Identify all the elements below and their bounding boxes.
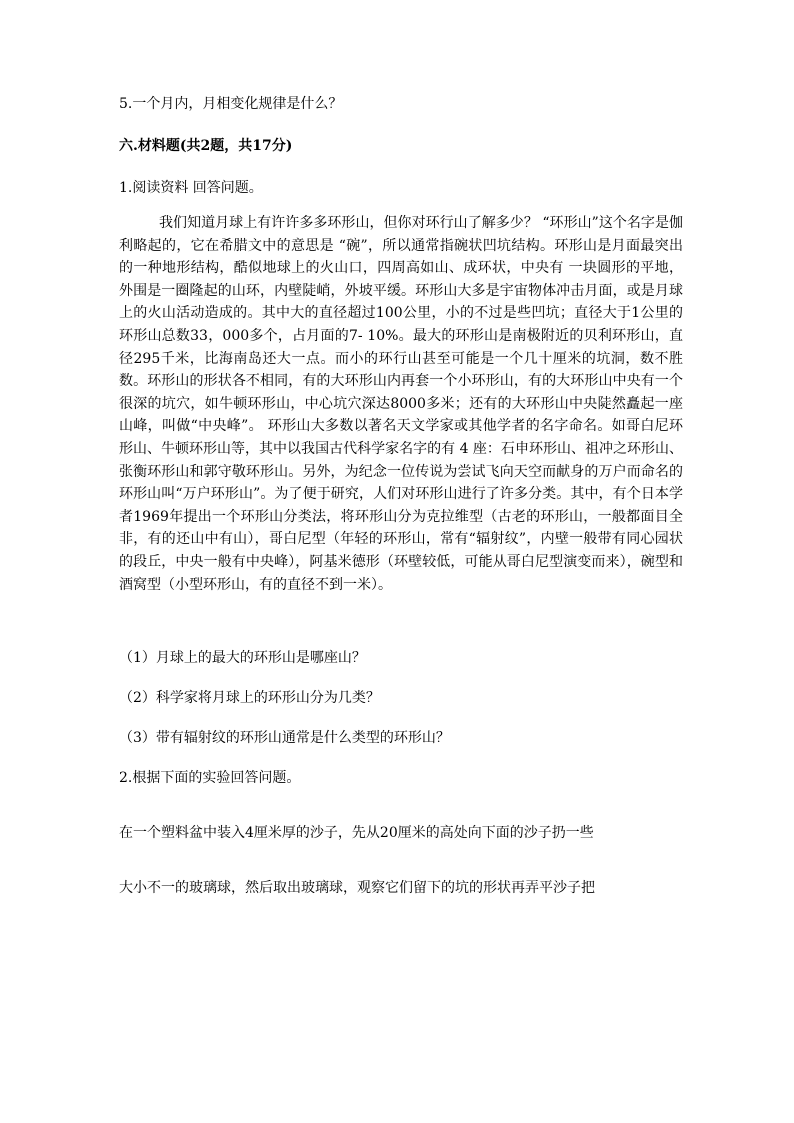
question-5: 5.一个月内，月相变化规律是什么？ xyxy=(119,96,343,112)
sub-question-2: （2）科学家将月球上的环形山分为几类？ xyxy=(119,690,380,706)
sub-question-1: （1）月球上的最大的环形山是哪座山？ xyxy=(119,650,366,666)
item-1-passage: 我们知道月球上有许许多多环形山，但你对环行山了解多少？ “环形山”这个名字是伽利略起的，它在希腊文中的意思是 “碗”，所以通常指碗状凹坑结构。环形山是月面最突出的一种地形结构，酷似地球上的火山口，四周高如山、成环状，中央有 一块圆形的平地，外围是一圈隆起的山环，内壁陡峭，外坡平缓。环形山大多是宇宙物体冲击月面，或是月球上的火山活动造成的。其中大的直径超过100公里，小的不过是些凹坑；直径大于1公里的环形山总数33，000多个，占月面的7- 10%。最大的环形山是南极附近的贝利环形山，直径295千米，比海南岛还大一点。而小的环行山甚至可能是一个几十厘米的坑洞，数不胜数。环形山的形状各不相同，有的大环形山内再套一个小环形山，有的大环形山中央有一个很深的坑穴，如牛顿环形山，中心坑穴深达8000多米；还有的大环形山中央陡然矗起一座山峰，叫做“中央峰”。 环形山大多数以著名天文学家或其他学者的名字命名。如哥白尼环形山、牛顿环形山等，其中以我国古代科学家名字的有 4 座：石申环形山、祖冲之环形山、张衡环形山和郭守敬环形山。另外，为纪念一位传说为尝试飞向天空而献身的万户而命名的环形山叫“万户环形山”。为了便于研究，人们对环形山进行了许多分类。其中，有个日本学者1969年提出一个环形山分类法，将环形山分为克拉维型（古老的环形山，一般都面目全非，有的还山中有山），哥白尼型（年轻的环形山，常有“辐射纹”，内壁一般带有同心园状的段丘，中央一般有中央峰），阿基米德形（环壁较低，可能从哥白尼型演变而来），碗型和酒窝型（小型环形山，有的直径不到一米）。 xyxy=(119,215,683,593)
item-2-title: 2.根据下面的实验回答问题。 xyxy=(119,770,301,786)
item-2-text-line-2: 大小不一的玻璃球，然后取出玻璃球，观察它们留下的坑的形状再弄平沙子把 xyxy=(119,880,595,896)
item-1-title: 1.阅读资料 回答问题。 xyxy=(119,180,263,196)
section-6-title: 六.材料题(共2题，共17分) xyxy=(119,138,293,154)
sub-question-3: （3）带有辐射纹的环形山通常是什么类型的环形山？ xyxy=(119,730,450,746)
item-2-text-line-1: 在一个塑料盆中装入4厘米厚的沙子，先从20厘米的高处向下面的沙子扔一些 xyxy=(119,825,594,841)
